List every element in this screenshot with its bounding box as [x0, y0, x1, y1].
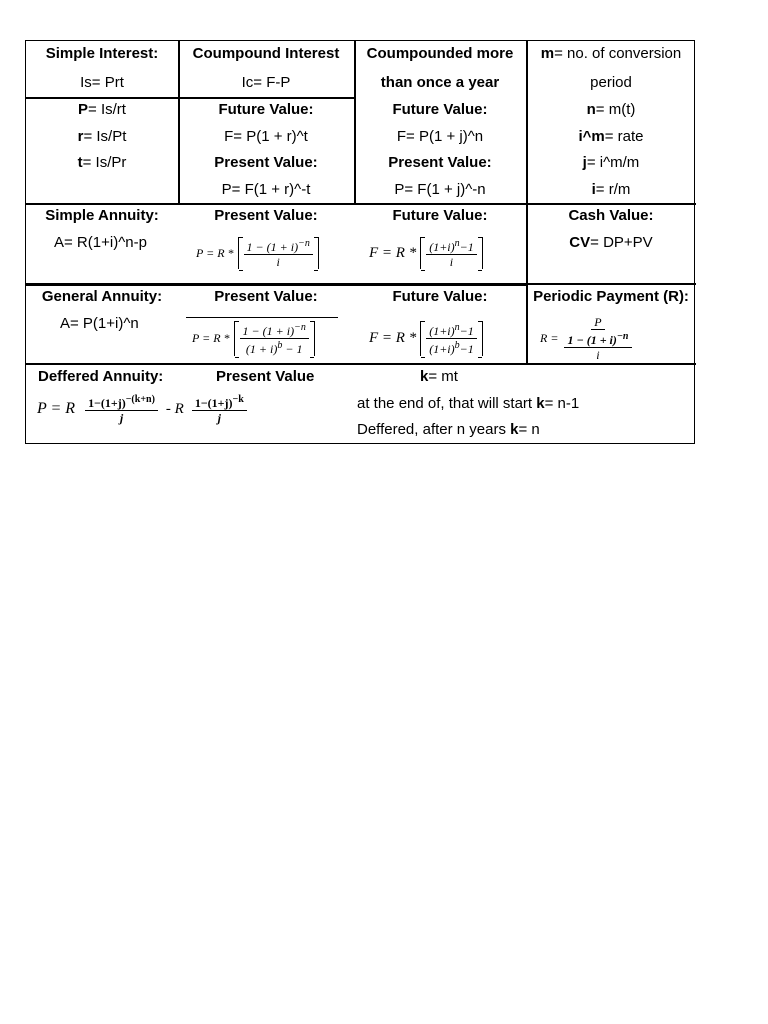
future-value-title: Future Value: — [392, 207, 488, 224]
periodic-payment-title: Periodic Payment (R): — [533, 288, 689, 305]
deferred-start-note: at the end of, that will start k= n-1 — [357, 395, 580, 412]
future-value-title: Future Value: — [392, 288, 488, 305]
present-value-title: Present Value: — [388, 154, 492, 171]
deferred-annuity-title: Deffered Annuity: — [38, 368, 164, 385]
divider — [178, 41, 180, 203]
m-definition-cont: period — [590, 74, 632, 91]
divider — [26, 363, 696, 365]
present-value-formula: P= F(1 + j)^-n — [394, 181, 486, 198]
divider — [26, 203, 696, 205]
r-definition: r= Is/Pt — [77, 128, 127, 145]
present-value-title: Present Value: — [214, 207, 318, 224]
cash-value-formula: CV= DP+PV — [569, 234, 653, 251]
m-definition: m= no. of conversion — [540, 45, 682, 62]
formula-sheet — [25, 40, 695, 444]
deferred-pv-equation: P = R $\frac{1-(1+j)^{-(k+n)}}{j}$ - R $\frac{1-(1+j)^{-k}}{j}$ — [37, 393, 249, 425]
compound-interest-title: Coumpound Interest — [192, 45, 340, 62]
p-definition: P= Is/rt — [78, 101, 126, 118]
compounded-more-heading-2: than once a year — [380, 74, 500, 91]
present-value-title: Present Value — [216, 368, 315, 385]
i-m-definition: i^m= rate — [578, 128, 644, 145]
simple-annuity-title: Simple Annuity: — [45, 207, 159, 224]
compounded-more-heading-1: Coumpounded more — [366, 45, 514, 62]
present-value-formula: P= F(1 + r)^-t — [221, 181, 311, 198]
j-definition: j= i^m/m — [582, 154, 640, 171]
periodic-payment-equation: R = P $1 - (1 + i)^{-n}$ i — [540, 315, 634, 362]
general-pv-equation: P = R * $\frac{1 - (1 + i)^{-n}}{(1 + i)^b - 1}$ — [192, 321, 315, 356]
simple-annuity-formula: A= R(1+i)^n-p — [54, 234, 147, 251]
n-definition: n= m(t) — [586, 101, 636, 118]
annuity-pv-equation: P = R * $\frac{1 - (1 + i)^{-n}}{i}$ — [196, 237, 319, 269]
future-value-title: Future Value: — [392, 101, 488, 118]
future-value-formula: F= P(1 + r)^t — [224, 128, 308, 145]
general-fv-equation: F = R * $\frac{(1+i)^n-1}{(1+i)^b-1}$ — [369, 321, 483, 356]
future-value-title: Future Value: — [218, 101, 314, 118]
future-value-formula: F= P(1 + j)^n — [396, 128, 484, 145]
present-value-title: Present Value: — [214, 154, 318, 171]
simple-interest-formula: Is= Prt — [80, 74, 124, 91]
general-annuity-title: General Annuity: — [41, 288, 163, 305]
t-definition: t= Is/Pr — [77, 154, 127, 171]
general-annuity-formula: A= P(1+i)^n — [60, 315, 139, 332]
divider — [186, 317, 338, 318]
divider — [26, 283, 526, 286]
divider — [354, 41, 356, 203]
cash-value-title: Cash Value: — [568, 207, 654, 224]
present-value-title: Present Value: — [214, 288, 318, 305]
annuity-fv-equation: F = R * $\frac{(1+i)^n-1}{i}$ — [369, 237, 483, 269]
i-definition: i= r/m — [591, 181, 631, 198]
divider — [26, 97, 356, 99]
simple-interest-title: Simple Interest: — [45, 45, 159, 62]
deferred-after-note: Deffered, after n years k= n — [357, 421, 540, 438]
compound-interest-formula: Ic= F-P — [241, 74, 291, 91]
divider — [526, 283, 696, 285]
k-definition: k= mt — [420, 368, 458, 385]
